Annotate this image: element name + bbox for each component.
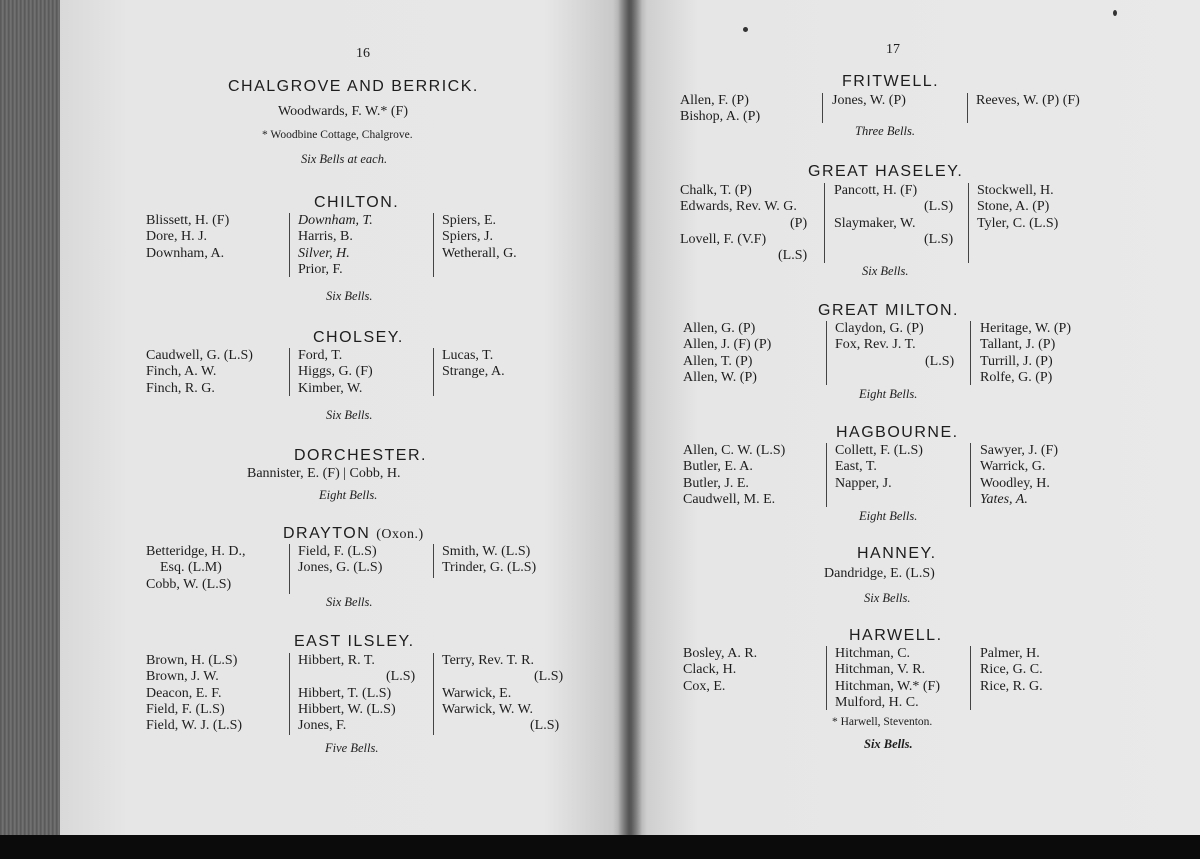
section-title-text: DRAYTON	[283, 525, 371, 542]
bells-note: Eight Bells.	[859, 509, 918, 523]
ringer-entry: Finch, R. G.	[146, 380, 215, 396]
section-title: CHOLSEY.	[313, 329, 404, 346]
ringer-entry: (L.S)	[386, 669, 416, 685]
column-divider	[967, 93, 968, 123]
ringer-entry: Warrick, G.	[980, 459, 1046, 475]
ringer-column	[146, 213, 229, 262]
ringer-entry: Jones, W. (P)	[832, 93, 906, 108]
column-divider	[289, 213, 290, 277]
bells-note: Six Bells.	[862, 264, 909, 278]
column-divider	[433, 348, 434, 396]
section-title: HAGBOURNE.	[836, 424, 959, 441]
ringer-entry: (L.S)	[924, 199, 954, 215]
section-title: CHALGROVE AND BERRICK.	[228, 78, 479, 95]
column-divider	[970, 443, 971, 507]
ringer-entry: Allen, W. (P)	[683, 369, 757, 385]
ringer-entry: Smith, W. (L.S)	[442, 544, 531, 559]
ringer-entry: Warwick, W. W.	[442, 701, 534, 717]
ringer-entry: Ford, T.	[298, 348, 343, 363]
ringer-entry: Butler, E. A.	[683, 459, 753, 475]
ringer-column	[683, 321, 771, 386]
ringer-entry: Field, W. J. (L.S)	[146, 718, 243, 734]
ringer-entry: Hibbert, T. (L.S)	[298, 685, 392, 701]
bells-note: Five Bells.	[325, 741, 379, 755]
ringer-entry: Spiers, J.	[442, 229, 493, 245]
ringer-column	[146, 544, 246, 593]
ringer-entry: Field, F. (L.S)	[298, 544, 377, 559]
page-edges	[0, 0, 68, 859]
ringer-column	[298, 653, 415, 734]
ringer-entry: Turrill, J. (P)	[980, 353, 1053, 369]
ringer-entry: Esq. (L.M)	[160, 560, 222, 576]
bells-note: Six Bells.	[326, 408, 373, 422]
ringer-entry: Bishop, A. (P)	[680, 109, 761, 125]
ringer-line: Woodwards, F. W.* (F)	[278, 104, 408, 119]
ringer-entry: Prior, F.	[298, 261, 343, 277]
ringer-entry: Downham, T.	[298, 213, 373, 228]
ringer-entry: Betteridge, H. D.,	[146, 544, 246, 559]
ringer-entry: Silver, H.	[298, 245, 350, 261]
ringer-entry: Brown, J. W.	[146, 669, 219, 685]
ringer-entry: Claydon, G. (P)	[835, 321, 924, 336]
ringer-entry: Trinder, G. (L.S)	[442, 560, 537, 576]
bells-note: Six Bells.	[326, 595, 373, 609]
ringer-line: Bannister, E. (F) | Cobb, H.	[247, 466, 401, 481]
ringer-column	[146, 653, 242, 734]
ringer-column	[835, 646, 940, 711]
ringer-entry: Edwards, Rev. W. G.	[680, 199, 797, 215]
ringer-entry: (L.S)	[530, 718, 560, 734]
ringer-entry: Woodley, H.	[980, 475, 1050, 491]
ringer-entry: Harris, B.	[298, 229, 353, 245]
ringer-entry: (L.S)	[778, 248, 808, 264]
bells-note: Six Bells.	[864, 591, 911, 605]
section-title: HANNEY.	[857, 545, 937, 562]
ringer-entry: Spiers, E.	[442, 213, 497, 228]
ringer-column	[980, 646, 1043, 695]
ringer-entry: Tallant, J. (P)	[980, 337, 1056, 353]
ringer-entry: Rice, R. G.	[980, 678, 1043, 694]
ringer-entry: East, T.	[835, 459, 877, 475]
section-title: FRITWELL.	[842, 73, 940, 90]
section-title	[283, 525, 424, 543]
ringer-entry: Downham, A.	[146, 245, 225, 261]
bells-note: Three Bells.	[855, 124, 915, 138]
ringer-entry: Field, F. (L.S)	[146, 701, 225, 717]
ringer-column	[835, 321, 954, 370]
ringer-entry: Rice, G. C.	[980, 662, 1043, 678]
ringer-entry: Blissett, H. (F)	[146, 213, 230, 228]
ringer-entry: Caudwell, M. E.	[683, 491, 776, 507]
column-divider	[433, 213, 434, 277]
column-divider	[289, 544, 290, 594]
ringer-entry: Butler, J. E.	[683, 475, 749, 491]
ringer-entry: Reeves, W. (P) (F)	[976, 93, 1080, 108]
ringer-entry: Kimber, W.	[298, 380, 363, 396]
ringer-entry: Yates, A.	[980, 491, 1028, 507]
ringer-entry: Heritage, W. (P)	[980, 321, 1071, 336]
ringer-entry: Mulford, H. C.	[835, 694, 919, 710]
ringer-entry: Hitchman, W.* (F)	[835, 678, 940, 694]
ringer-entry: Caudwell, G. (L.S)	[146, 348, 253, 363]
ringer-entry: Chalk, T. (P)	[680, 183, 752, 198]
column-divider	[970, 321, 971, 385]
ringer-column	[298, 348, 373, 397]
book-gutter	[618, 0, 642, 859]
ringer-entry: Hitchman, C.	[835, 646, 911, 661]
ringer-column	[442, 348, 505, 381]
ringer-entry: Higgs, G. (F)	[298, 364, 373, 380]
ringer-column	[442, 213, 517, 262]
section-title: GREAT MILTON.	[818, 302, 959, 319]
footnote: * Harwell, Steventon.	[832, 716, 933, 728]
ringer-entry: (L.S)	[534, 669, 564, 685]
ringer-entry: Finch, A. W.	[146, 364, 217, 380]
column-divider	[822, 93, 823, 123]
ringer-entry: Cox, E.	[683, 678, 726, 694]
ringer-entry: Allen, F. (P)	[680, 93, 749, 108]
ringer-entry: Bosley, A. R.	[683, 646, 758, 661]
bells-note: Six Bells.	[864, 737, 913, 751]
ringer-column	[680, 183, 807, 264]
ringer-entry: Warwick, E.	[442, 685, 512, 701]
ringer-entry: Strange, A.	[442, 364, 505, 380]
ringer-entry: Rolfe, G. (P)	[980, 369, 1053, 385]
ringer-column	[832, 93, 906, 109]
ink-speck	[1113, 10, 1117, 16]
ringer-entry: Lovell, F. (V.F)	[680, 231, 767, 247]
column-divider	[968, 183, 969, 263]
column-divider	[826, 321, 827, 385]
ringer-entry: Allen, C. W. (L.S)	[683, 443, 786, 458]
ringer-column	[980, 443, 1058, 508]
scan-border	[0, 835, 1200, 859]
ringer-entry: Jones, F.	[298, 718, 347, 734]
ringer-entry: Terry, Rev. T. R.	[442, 653, 534, 668]
ringer-column	[976, 93, 1080, 109]
ringer-entry: Stockwell, H.	[977, 183, 1054, 198]
ringer-column	[980, 321, 1071, 386]
bells-note: Eight Bells.	[319, 488, 378, 502]
ringer-entry: Hibbert, W. (L.S)	[298, 701, 396, 717]
ringer-entry: (P)	[790, 215, 808, 231]
ringer-entry: Napper, J.	[835, 475, 892, 491]
ringer-entry: (L.S)	[925, 353, 955, 369]
ringer-column	[683, 646, 757, 695]
section-title: DORCHESTER.	[294, 447, 427, 464]
ringer-entry: Slaymaker, W.	[834, 215, 916, 231]
column-divider	[824, 183, 825, 263]
ringer-line: Dandridge, E. (L.S)	[824, 566, 935, 581]
ringer-entry: Hibbert, R. T.	[298, 653, 375, 668]
ringer-entry: Fox, Rev. J. T.	[835, 337, 916, 353]
ringer-column	[146, 348, 253, 397]
column-divider	[826, 646, 827, 710]
section-title: CHILTON.	[314, 194, 400, 211]
ringer-entry: Collett, F. (L.S)	[835, 443, 923, 458]
ringer-entry: Pancott, H. (F)	[834, 183, 918, 198]
column-divider	[433, 653, 434, 735]
section-title: EAST ILSLEY.	[294, 633, 415, 650]
page-number: 17	[886, 42, 900, 57]
ringer-entry: (L.S)	[924, 231, 954, 247]
ringer-entry: Allen, T. (P)	[683, 353, 753, 369]
ringer-entry: Brown, H. (L.S)	[146, 653, 238, 668]
ringer-column	[977, 183, 1058, 232]
ringer-column	[834, 183, 953, 248]
ringer-entry: Dore, H. J.	[146, 229, 208, 245]
ringer-entry: Allen, J. (F) (P)	[683, 337, 772, 353]
column-divider	[826, 443, 827, 507]
page-number: 16	[356, 46, 370, 61]
ringer-column	[835, 443, 923, 492]
footnote: * Woodbine Cottage, Chalgrove.	[262, 129, 413, 141]
ringer-entry: Stone, A. (P)	[977, 199, 1050, 215]
ringer-column	[683, 443, 785, 508]
ringer-column	[298, 544, 382, 577]
ink-speck	[743, 27, 748, 32]
column-divider	[970, 646, 971, 710]
ringer-entry: Lucas, T.	[442, 348, 494, 363]
section-title: GREAT HASELEY.	[808, 163, 964, 180]
bells-note: Six Bells at each.	[301, 152, 388, 166]
ringer-entry: Cobb, W. (L.S)	[146, 576, 232, 592]
bells-note: Eight Bells.	[859, 387, 918, 401]
ringer-column	[442, 544, 536, 577]
bells-note: Six Bells.	[326, 289, 373, 303]
ringer-entry: Wetherall, G.	[442, 245, 517, 261]
ringer-entry: Palmer, H.	[980, 646, 1040, 661]
ringer-entry: Hitchman, V. R.	[835, 662, 926, 678]
ringer-column	[680, 93, 760, 126]
ringer-entry: Deacon, E. F.	[146, 685, 222, 701]
ringer-entry: Tyler, C. (L.S)	[977, 215, 1059, 231]
section-subtitle: (Oxon.)	[376, 527, 424, 542]
column-divider	[289, 653, 290, 735]
ringer-column	[298, 213, 373, 278]
ringer-entry: Clack, H.	[683, 662, 737, 678]
ringer-entry: Sawyer, J. (F)	[980, 443, 1058, 458]
column-divider	[289, 348, 290, 396]
ringer-column	[442, 653, 563, 734]
column-divider	[433, 544, 434, 578]
ringer-entry: Jones, G. (L.S)	[298, 560, 383, 576]
section-title: HARWELL.	[849, 627, 943, 644]
ringer-entry: Allen, G. (P)	[683, 321, 756, 336]
